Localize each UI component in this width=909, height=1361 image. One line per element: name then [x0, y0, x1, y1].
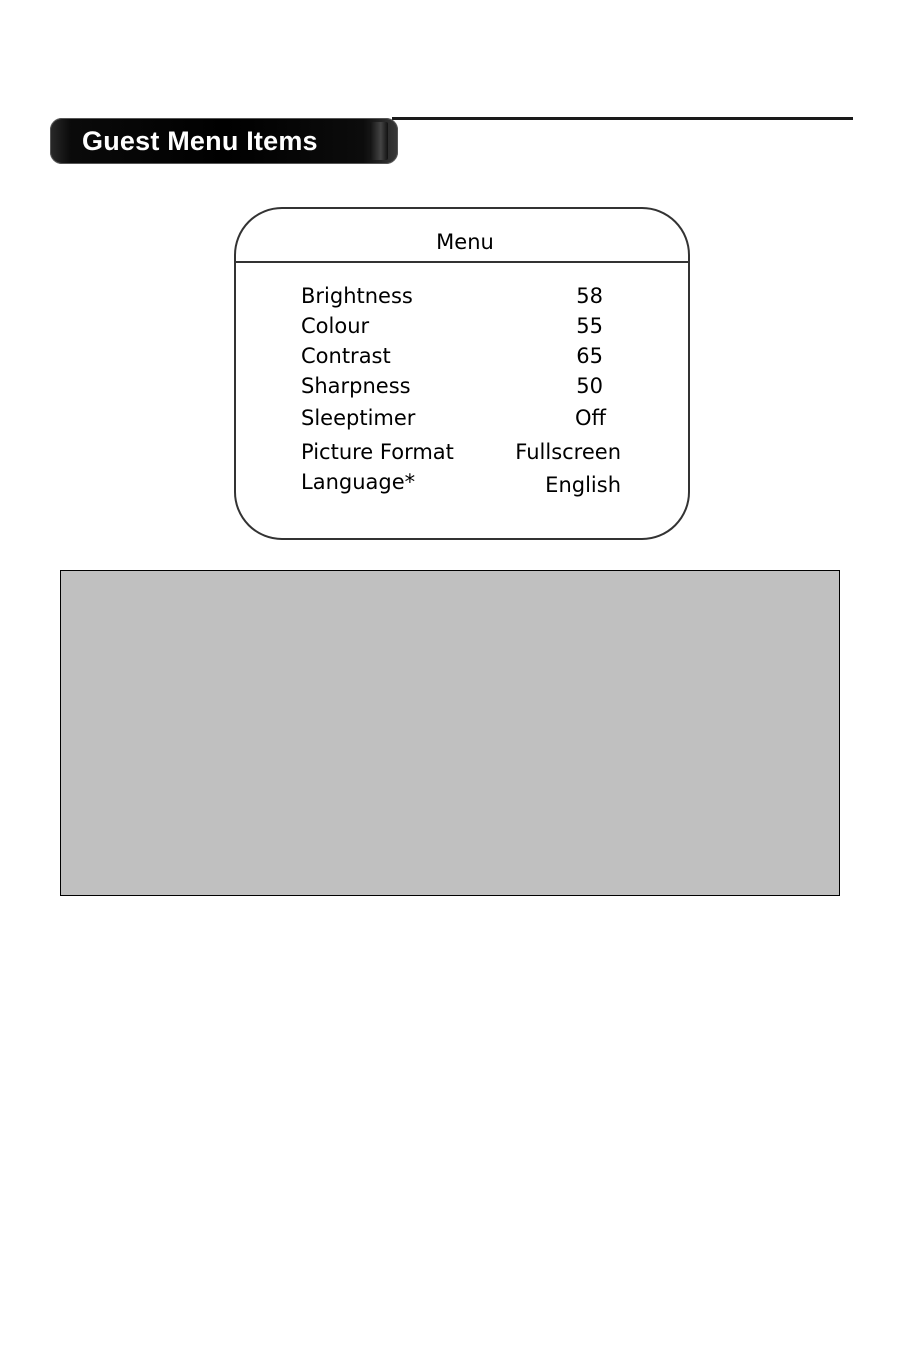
section-header-tab [50, 118, 398, 164]
menu-item-picture-format[interactable] [301, 438, 621, 468]
menu-item-label: Sharpness [301, 374, 411, 398]
menu-item-sleeptimer[interactable] [301, 404, 621, 434]
menu-item-colour[interactable] [301, 312, 621, 342]
menu-item-language[interactable] [301, 468, 621, 498]
section-title: Guest Menu Items [82, 126, 318, 156]
menu-item-value: Fullscreen [515, 440, 621, 464]
menu-divider [236, 261, 688, 263]
menu-item-sharpness[interactable] [301, 372, 621, 402]
note-box [60, 570, 840, 896]
menu-item-label: Colour [301, 314, 370, 338]
menu-item-label: Contrast [301, 344, 391, 368]
menu-item-value: 50 [576, 374, 603, 398]
menu-item-label: Brightness [301, 284, 413, 308]
menu-title: Menu [436, 230, 494, 254]
tab-edge-decoration [370, 122, 388, 160]
menu-item-brightness[interactable] [301, 282, 621, 312]
header-rule [392, 117, 853, 120]
osd-menu-panel [234, 207, 690, 540]
menu-item-value: 55 [576, 314, 603, 338]
menu-item-contrast[interactable] [301, 342, 621, 372]
menu-item-label: Sleeptimer [301, 406, 416, 430]
menu-item-value: 65 [576, 344, 603, 368]
menu-item-label: Language* [301, 470, 416, 494]
menu-item-label: Picture Format [301, 440, 454, 464]
menu-item-value: 58 [576, 284, 603, 308]
menu-item-value: English [545, 473, 621, 497]
menu-item-value: Off [575, 406, 606, 430]
